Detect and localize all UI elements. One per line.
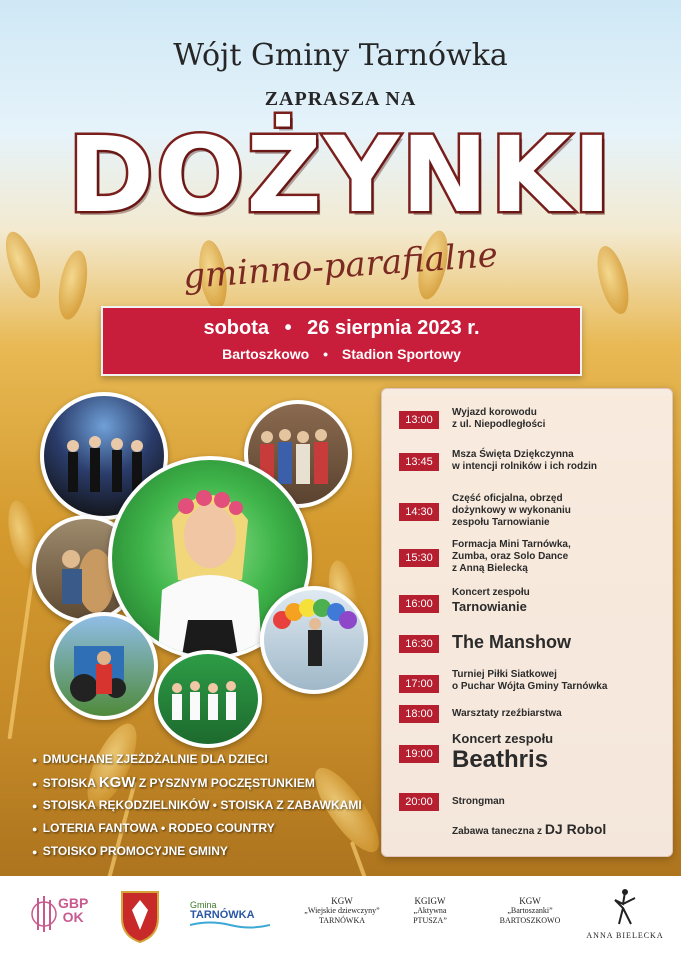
date-banner (101, 306, 582, 376)
coat-of-arms-logo (118, 888, 162, 947)
event-desc: Zabawa taneczna z DJ Robol (452, 821, 607, 837)
event-desc: Formacja Mini Tarnówka, Zumba, oraz Solo Dance z Anną Bielecką (452, 539, 571, 574)
anna-bielecka-logo: ANNA BIELECKA (585, 888, 665, 941)
event-desc: The Manshow (452, 632, 572, 652)
separator-dot: • (323, 346, 329, 362)
time-badge: 20:00 (399, 793, 439, 811)
invite-text: ZAPRASZA NA (264, 88, 417, 110)
gmina-tarnowka-logo: Gmina TARNÓWKA (190, 900, 270, 933)
place-line (103, 346, 580, 362)
event-desc: Warsztaty rzeźbiarstwa (452, 708, 562, 719)
attraction-item: ● STOISKO PROMOCYJNE GMINY (32, 844, 228, 858)
attraction-item: ● DMUCHANE ZJEŻDŻALNIE DLA DZIECI (32, 752, 268, 766)
village-text: Bartoszkowo (222, 346, 310, 362)
event-desc: Koncert zespołu Beathris (452, 731, 554, 773)
host-title: Wójt Gminy Tarnówka (173, 38, 508, 73)
photo-strongman-tractor (50, 612, 158, 720)
kgw-bartoszkowo-text: KGW „Bartoszanki” BARTOSZKOWO (499, 896, 561, 925)
photo-kids-dance (154, 650, 262, 748)
time-badge: 18:00 (399, 705, 439, 723)
event-title: DOŻYNKI (67, 114, 614, 236)
kgigw-ptusza-text: KGIGW „Aktywna PTUSZA” (413, 896, 447, 925)
time-badge: 17:00 (399, 675, 439, 693)
attractions-list (32, 748, 362, 863)
attraction-item: ● STOISKA RĘKODZIELNIKÓW • STOISKA Z ZABAWKAMI (32, 798, 362, 812)
event-desc: Strongman (452, 796, 505, 807)
event-desc: Wyjazd korowodu z ul. Niepodległości (452, 407, 546, 430)
time-badge: 19:00 (399, 745, 439, 763)
kgw-tarnowka-text: KGW „Wiejskie dziewczyny” TARNÓWKA (304, 896, 380, 925)
event-desc: Koncert zespołu Tarnowianie (452, 587, 530, 614)
event-desc: Część oficjalna, obrzęd dożynkowy w wykonaniu zespołu Tarnowianie (452, 493, 571, 528)
time-badge: 13:45 (399, 453, 439, 471)
time-badge: 16:30 (399, 635, 439, 653)
photo-balloons-dancer (260, 586, 368, 694)
event-desc: Turniej Piłki Siatkowej o Puchar Wójta Gminy Tarnówka (452, 669, 608, 692)
footer-sponsors (0, 876, 681, 960)
day-text: sobota (203, 317, 270, 339)
venue-text: Stadion Sportowy (341, 346, 461, 362)
event-desc: Msza Święta Dziękczynna w intencji rolników i ich rodzin (452, 449, 598, 472)
attraction-item: ● LOTERIA FANTOWA • RODEO COUNTRY (32, 821, 275, 835)
schedule-panel (381, 388, 673, 857)
separator-dot: • (284, 317, 292, 339)
time-badge: 16:00 (399, 595, 439, 613)
time-badge: 14:30 (399, 503, 439, 521)
date-line (103, 317, 580, 340)
gbpok-logo: GBP OK (30, 890, 90, 939)
time-badge: 15:30 (399, 549, 439, 567)
time-badge: 13:00 (399, 411, 439, 429)
attraction-item: ● STOISKA KGW Z PYSZNYM POCZĘSTUNKIEM (32, 774, 315, 791)
date-text: 26 sierpnia 2023 r. (307, 317, 480, 339)
event-subtitle: gminno-parafialne (181, 235, 500, 297)
